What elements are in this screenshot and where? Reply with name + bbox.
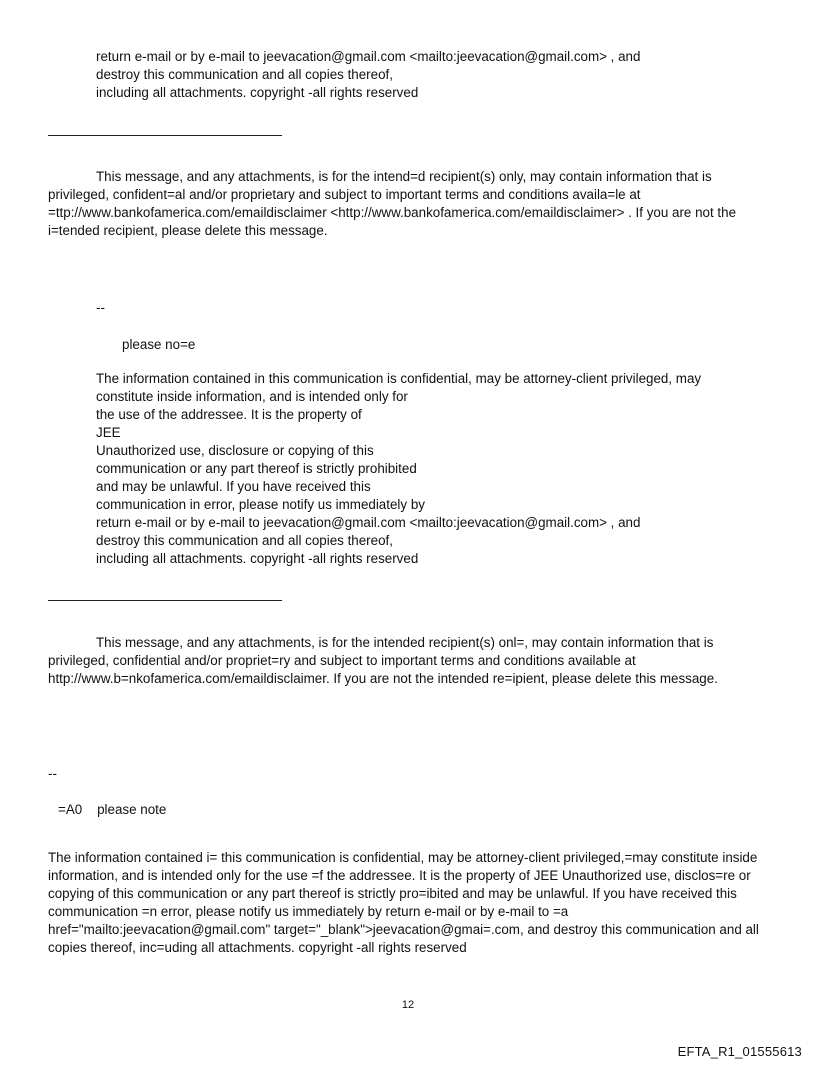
- text-line: constitute inside information, and is intended only for: [96, 389, 408, 404]
- text-line: destroy this communication and all copies thereof,: [96, 67, 393, 82]
- dashes-separator: --: [96, 300, 105, 315]
- text-line: destroy this communication and all copies thereof,: [96, 533, 393, 548]
- dashes-separator: --: [48, 766, 57, 781]
- confidentiality-notice-fragment: [96, 48, 640, 102]
- bank-disclaimer: This message, and any attachments, is for the intend=d recipient(s) only, may contain information that is privileged, confident=al and/or proprietary and subject to important terms and conditions availa=le at =ttp://www.bankofamerica.com/emaildisclaimer <http://www.bankofamerica.com/emaildisclaimer> . If you are not the i=tended recipient, please delete this message.: [48, 169, 737, 239]
- confidentiality-notice: [96, 370, 701, 568]
- please-note-label: please no=e: [122, 337, 196, 352]
- text-line: and may be unlawful. If you have received this: [96, 479, 371, 494]
- text-line: Unauthorized use, disclosure or copying of this: [96, 443, 374, 458]
- separator-rule: [48, 135, 282, 136]
- page-number: 12: [401, 999, 415, 1011]
- text-line: the use of the addressee. It is the property of: [96, 407, 362, 422]
- document-id: EFTA_R1_01555613: [677, 1044, 802, 1059]
- text-line: including all attachments. copyright -all rights reserved: [96, 551, 419, 566]
- text-line: JEE: [96, 425, 121, 440]
- text-line: communication or any part thereof is strictly prohibited: [96, 461, 417, 476]
- text-line: including all attachments. copyright -all rights reserved: [96, 85, 419, 100]
- bank-disclaimer: This message, and any attachments, is for the intended recipient(s) onl=, may contain information that is privileged, confidential and/or propriet=ry and subject to important terms and conditions available at http://www.b=nkofamerica.com/emaildisclaimer. If you are not the intended re=ipient, please delete this message.: [48, 635, 718, 687]
- text-line: return e-mail or by e-mail to jeevacation@gmail.com <mailto:jeevacation@gmail.com> , and: [96, 49, 641, 64]
- text-line: return e-mail or by e-mail to jeevacation@gmail.com <mailto:jeevacation@gmail.com> , and: [96, 515, 641, 530]
- final-confidentiality-paragraph: The information contained i= this communication is confidential, may be attorney-client privileged,=may constitute inside information, and is intended only for the use =f the addressee. It is the property of JEE Unauthorized use, disclos=re or copying of this communication or any part thereof is strictly pro=ibited and may be unlawful. If you have received this communication =n error, please notify us immediately by return e-mail or by e-mail to =a href="mailto:jeevacation@gmail.com" target="_blank">jeevacation@gmai=.com, and destroy this communication and all copies thereof, inc=uding all attachments. copyright -all rights reserved: [48, 850, 759, 956]
- separator-rule: [48, 600, 282, 601]
- text-line: The information contained in this communication is confidential, may be attorney-client privileged, may: [96, 371, 702, 386]
- text-line: communication in error, please notify us immediately by: [96, 497, 425, 512]
- please-note-label: =A0 please note: [58, 802, 167, 817]
